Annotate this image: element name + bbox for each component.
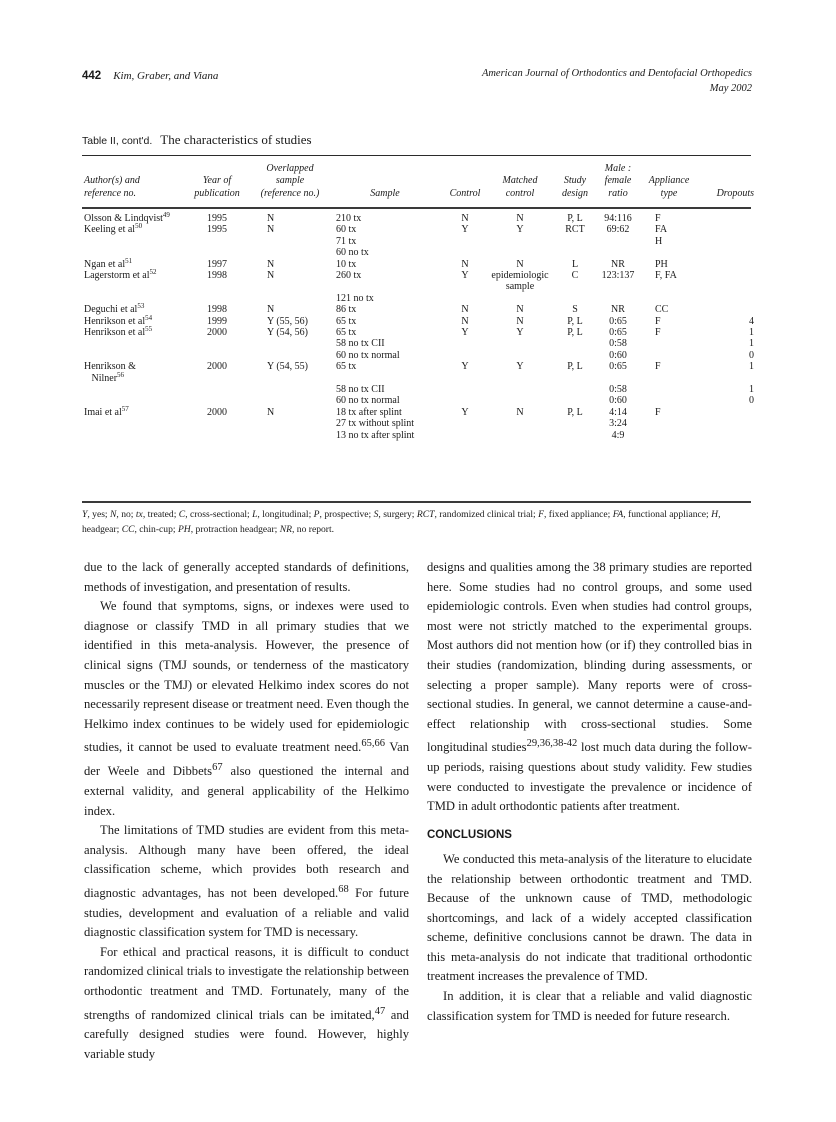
cell-matched: epidemiologic — [491, 270, 549, 281]
citation: 29,36,38-42 — [526, 738, 578, 750]
cell-control: Y — [461, 361, 469, 373]
cell-sample: 71 tx — [336, 235, 357, 247]
cell-sample: 86 tx — [336, 304, 357, 316]
cell-ratio: NR — [611, 258, 625, 270]
cell-sample: 65 tx — [336, 361, 357, 373]
cell-design: P, L — [567, 361, 583, 373]
column-header-author: Author(s) and reference no. — [84, 175, 140, 199]
column-header-dropouts: Dropouts — [716, 187, 754, 199]
cell-sample: 60 tx — [336, 224, 357, 236]
cell-dropouts: 1 — [749, 327, 754, 338]
cell-overlap: N — [267, 224, 275, 236]
cell-appliance: CC — [655, 304, 669, 316]
cell-dropouts: 1 — [749, 361, 754, 373]
cell-control: Y — [461, 270, 469, 281]
cell-author: Imai et $al^{57}$ — [84, 404, 129, 418]
cell-year: 1995 — [207, 213, 227, 224]
cell-year: 1998 — [207, 304, 227, 316]
cell-sample: 260 tx — [336, 270, 362, 281]
cell-overlap: N — [267, 213, 275, 224]
cell-sample: 121 no tx — [336, 292, 374, 304]
cell-ratio: 4:9 — [611, 429, 625, 441]
paragraph: The limitations of TMD studies are evident from this meta-analysis. Although many have been offered, the ideal classification scheme, which provides both research and diagnostic advantages, has not been developed.$^{68}$ For future studies, development and evaluation of a reliable and valid diagnostic classification system for TMD is necessary. — [84, 823, 410, 940]
cell-ratio: 123:137 — [601, 270, 635, 281]
table-top-rule — [82, 155, 751, 156]
cell-control: N — [461, 315, 469, 327]
cell-appliance: F, FA — [655, 270, 677, 281]
table-bottom-rule — [82, 501, 751, 503]
cell-dropouts: 0 — [749, 395, 754, 407]
cell-ratio: 69:62 — [606, 224, 630, 236]
cell-year: 2000 — [207, 361, 227, 373]
cell-design: P, L — [567, 406, 583, 418]
cell-author: Henrikson et $al^{54}$ — [84, 313, 153, 327]
column-header-sample: Sample — [370, 187, 400, 199]
cell-sample: 27 tx without splint — [336, 418, 415, 430]
citation: 67 — [212, 762, 223, 774]
paragraph: due to the lack of generally accepted standards of definitions, methods of investigation, and presentation of results. — [84, 560, 409, 594]
citation: 47 — [374, 1005, 386, 1017]
cell-appliance: F — [655, 327, 661, 338]
cell-sample: 65 tx — [336, 315, 357, 327]
citation: 65,66 — [361, 738, 385, 750]
column-header-design: Study design — [561, 175, 589, 199]
column-header-control: Control — [449, 187, 481, 199]
cell-matched: Y — [516, 361, 524, 373]
cell-ratio: 3:24 — [609, 418, 627, 430]
column-header-year: Year of publication — [194, 175, 240, 199]
cell-ratio: 0:60 — [609, 395, 627, 407]
cell-dropouts: 1 — [749, 338, 754, 350]
cell-control: N — [461, 304, 469, 316]
body-column-right — [427, 558, 752, 1026]
cell-overlap: N — [267, 406, 275, 418]
cell-design: L — [571, 258, 579, 270]
cell-year: 2000 — [207, 327, 227, 338]
cell-author: Lagerstorm et $al^{52}$ — [84, 268, 157, 281]
cell-matched: N — [516, 258, 524, 270]
cell-overlap: N — [267, 270, 275, 281]
cell-year: 1999 — [207, 315, 227, 327]
cell-matched: N — [516, 213, 524, 224]
cell-sample: 210 tx — [336, 213, 362, 224]
cell-sample: 58 no tx CII — [336, 338, 385, 350]
cell-matched: N — [516, 304, 524, 316]
citation: 68 — [338, 883, 349, 895]
cell-year: 1997 — [207, 258, 227, 270]
cell-matched: Y — [516, 224, 524, 236]
paragraph: For ethical and practical reasons, it is difficult to conduct randomized clinical trials to investigate the relationship between orthodontic treatment and TMD. Fortunately, many of the strengths of randomized clinical trials can be imitated,$^{47}$ and carefully designed studies were found. However, highly variable study — [84, 944, 409, 1061]
cell-dropouts: 1 — [749, 384, 754, 395]
cell-year: 1995 — [207, 224, 227, 236]
running-header — [82, 66, 218, 84]
cell-control: N — [461, 258, 469, 270]
cell-design: RCT — [565, 224, 585, 236]
author-names: Kim, Graber, and Viana — [113, 70, 219, 82]
cell-sample: 13 no tx after splint — [336, 429, 415, 441]
cell-author: Olsson & Lindqvist$^{49}$ — [84, 211, 170, 224]
paragraph: designs and qualities among the 38 primary studies are reported here. Some studies had no control groups, and some used epidemiologic controls. Even when studies had control groups, most were not strictly matched to the experimental groups. Most authors did not mention how (or if) they controlled bias in their studies (randomization, blinding during assessments, or selecting a proper sample). Many reports were of cross-sectional studies. In general, we cannot determine a cause-and-effect relationship with cross-sectional studies. Some longitudinal studies$^{29,36,38-42}$ lost much data during the follow-up periods, raising questions about study validity. Few studies were conducted to investigate the prevalence or incidence of TMD in adult orthodontic patients after treatment. — [427, 560, 753, 814]
cell-appliance: F — [655, 406, 661, 418]
journal-name: American Journal of Orthodontics and Dentofacial Orthopedics — [481, 68, 752, 79]
table-footnote: Y, yes; N, no; tx, treated; C, cross-sectional; L, longitudinal; P, prospective; S, surgery; RCT, randomized clinical trial; F, fixed appliance; FA, functional appliance; H, headgear; CC, chin-cup; PH, protraction headgear; NR, no report. — [82, 509, 721, 535]
paragraph: In addition, it is clear that a reliable and valid diagnostic classification system for TMD is needed for future research. — [427, 989, 752, 1023]
cell-appliance: F — [655, 361, 661, 373]
cell-year: 2000 — [207, 406, 227, 418]
cell-control: Y — [461, 224, 469, 236]
cell-sample: 10 tx — [336, 258, 357, 270]
cell-sample: 65 tx — [336, 327, 357, 338]
cell-appliance: PH — [655, 258, 668, 270]
cell-author: Henrikson & — [84, 361, 136, 373]
cell-ratio: 0:65 — [609, 327, 627, 338]
table-caption — [82, 131, 312, 149]
cell-ratio: 0:65 — [609, 361, 627, 373]
cell-matched: Y — [516, 327, 524, 338]
cell-design: S — [572, 304, 578, 316]
cell-overlap: Y (55, 56) — [267, 315, 309, 327]
cell-design: P, L — [567, 213, 583, 224]
cell-dropouts: 4 — [749, 315, 754, 327]
section-heading-conclusions: CONCLUSIONS — [427, 828, 512, 841]
cell-control: Y — [461, 406, 469, 418]
column-header-ratio: Male : female ratio — [604, 162, 632, 199]
cell-sample: 60 no tx — [336, 247, 369, 259]
cell-control: Y — [461, 327, 469, 338]
cell-overlap: Y (54, 56) — [267, 327, 309, 338]
cell-author: Ngan et $al^{51}$ — [84, 256, 133, 270]
cell-sample: 60 no tx normal — [336, 349, 400, 361]
cell-appliance: F — [655, 315, 661, 327]
paragraph: We found that symptoms, signs, or indexes were used to diagnose or classify TMD in all primary studies that we identified in this meta-analysis. However, the presence of clinical signs (TMJ sounds, or tenderness of the masticatory muscles or the TMJ) or elevated Helkimo index scores do not necessarily represent disease or treatment need. Even though the Helkimo index continues to be widely used for epidemiologic studies, it cannot be used to evaluate treatment need.$^{65,66}$ Van der Weele and Dibbets$^{67}$ also questioned the internal and external validity, and general applicability of the Helkimo index. — [84, 599, 409, 818]
page-number: 442 — [82, 70, 102, 82]
cell-sample: 58 no tx CII — [336, 384, 385, 395]
cell-appliance: FA — [655, 224, 668, 236]
cell-control: N — [461, 213, 469, 224]
column-header-matched: Matched control — [502, 175, 538, 199]
column-header-overlap: Overlapped sample (reference no.) — [260, 162, 320, 199]
cell-author: Keeling et $al^{50}$ — [84, 222, 143, 236]
cell-sample: 18 tx after splint — [336, 406, 402, 418]
table-label: Table II, cont'd. — [82, 135, 153, 147]
cell-design: C — [571, 270, 579, 281]
cell-author: Deguchi et $al^{53}$ — [84, 302, 145, 316]
body-column-left — [84, 558, 409, 1065]
cell-overlap: N — [267, 304, 275, 316]
issue-date: May 2002 — [709, 83, 752, 94]
cell-matched: N — [516, 315, 524, 327]
cell-matched: sample — [505, 281, 535, 293]
cell-ratio: NR — [611, 304, 625, 316]
cell-ratio: 0:58 — [609, 384, 627, 395]
column-header-appliance: Appliance type — [648, 175, 690, 199]
paragraph: We conducted this meta-analysis of the literature to elucidate the relationship between orthodontic treatment and TMD. Because of the unknown cause of TMD, methodologic shortcomings, and lack of a widely accepted classification scheme, definitive conclusions cannot be drawn. The data in this meta-analysis do not indicate that traditional orthodontic treatment increases the prevalence of TMD. — [427, 851, 752, 984]
table-title: The characteristics of studies — [160, 132, 312, 147]
cell-author: Nilner$^{56}$ — [84, 370, 125, 384]
cell-ratio: 0:65 — [609, 315, 627, 327]
cell-ratio: 0:60 — [609, 349, 627, 361]
cell-overlap: Y (54, 55) — [267, 361, 309, 373]
table-header-rule — [82, 207, 751, 209]
cell-year: 1998 — [207, 270, 227, 281]
cell-ratio: 0:58 — [609, 338, 627, 350]
cell-author: Henrikson et $al^{55}$ — [84, 325, 153, 338]
cell-ratio: 4:14 — [609, 406, 627, 418]
cell-appliance: F — [655, 213, 661, 224]
cell-matched: N — [516, 406, 524, 418]
journal-header — [482, 66, 752, 96]
cell-ratio: 94:116 — [604, 213, 632, 224]
cell-dropouts: 0 — [749, 349, 754, 361]
cell-sample: 60 no tx normal — [336, 395, 400, 407]
cell-design: P, L — [567, 315, 583, 327]
cell-overlap: N — [267, 258, 275, 270]
cell-appliance: H — [655, 235, 663, 247]
cell-design: P, L — [567, 327, 583, 338]
